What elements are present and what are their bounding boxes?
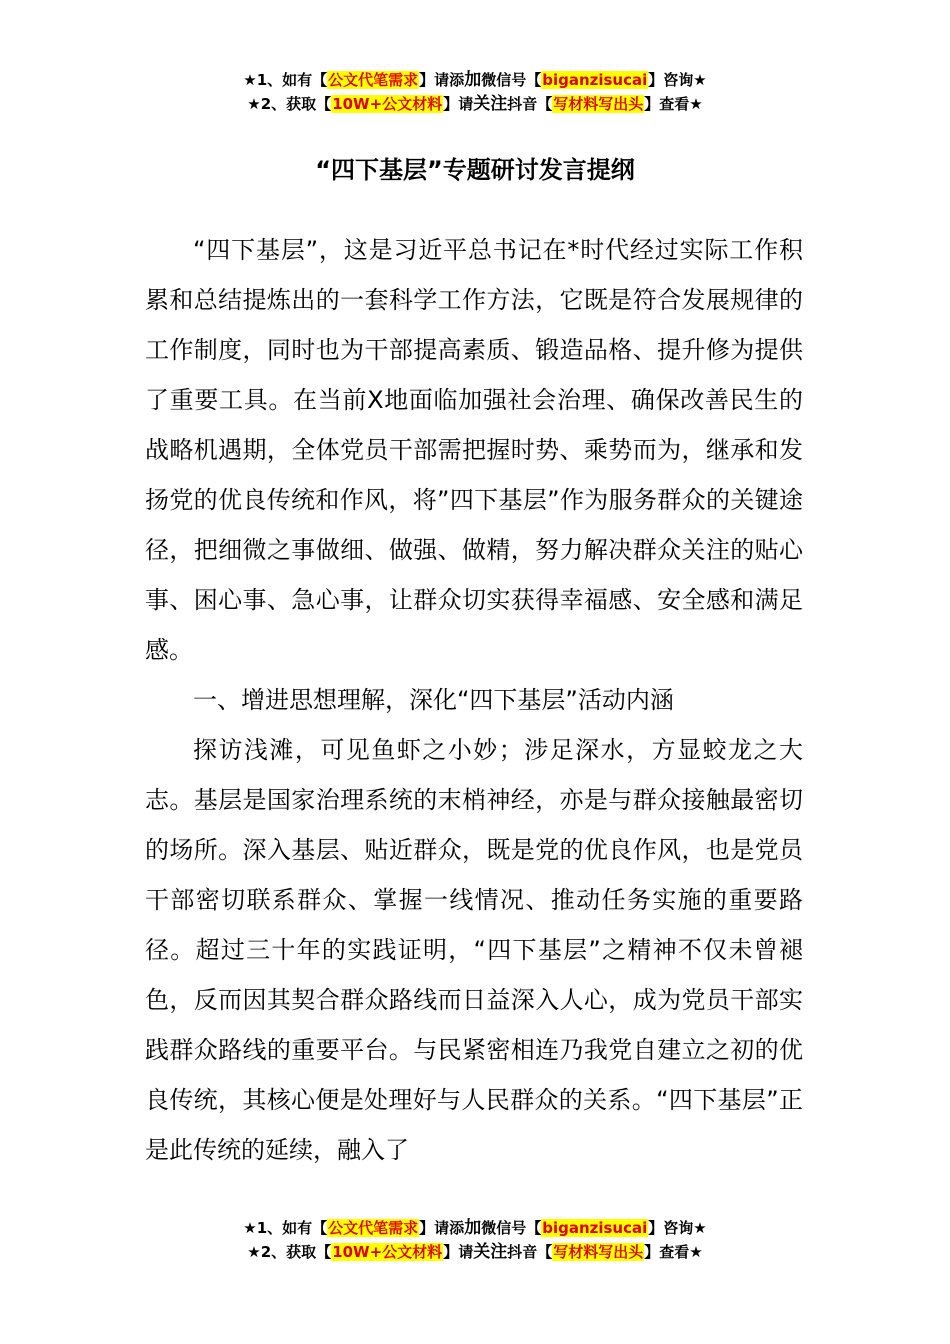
header-banner xyxy=(0,68,950,116)
banner-text: 】咨询★ xyxy=(648,1219,707,1237)
banner-text: 微信号【 xyxy=(481,1219,542,1237)
banner-highlight: 10W+公文材料 xyxy=(332,95,443,113)
section-heading: 一、增进思想理解，深化“四下基层”活动内涵 xyxy=(193,686,674,714)
banner-highlight: 10W+公文材料 xyxy=(332,1243,443,1261)
footer-banner xyxy=(0,1216,950,1264)
banner-highlight: biganzisucai xyxy=(542,71,648,89)
banner-text: 抖音【 xyxy=(507,1243,553,1261)
banner-text: 】请添 xyxy=(419,1219,465,1237)
banner-text: 】请添 xyxy=(419,71,465,89)
banner-highlight: biganzisucai xyxy=(542,1219,648,1237)
banner-text: ★2、获取【 xyxy=(247,1243,332,1261)
banner-line-2 xyxy=(0,1240,950,1264)
body-paragraph: 探访浅滩，可见鱼虾之小妙；涉足深水，方显蛟龙之大志。基层是国家治理系统的末梢神经，亦是与群众接触最密切的场所。深入基层、贴近群众，既是党的优良作风，也是党员干部密切联系群众、掌握一线情况、推动任务实施的重要路径。超过三十年的实践证明，“四下基层”之精神不仅未曾褪色，反而因其契合群众路线而日益深入人心，成为党员干部实践群众路线的重要平台。与民紧密相连乃我党自建立之初的优良传统，其核心便是处理好与人民群众的关系。“四下基层”正是此传统的延续，融入了 xyxy=(145,736,803,1164)
banner-text: ★1、如有【 xyxy=(243,1219,328,1237)
banner-text: 】咨询★ xyxy=(648,71,707,89)
document-title: “四下基层”专题研讨发言提纲 xyxy=(315,156,635,184)
banner-text: 抖音【 xyxy=(507,95,553,113)
banner-emphasis: 加 xyxy=(464,1218,482,1238)
banner-text: 】查看★ xyxy=(644,95,703,113)
banner-emphasis: 关注 xyxy=(473,94,508,114)
banner-text: ★2、获取【 xyxy=(247,95,332,113)
banner-text: ★1、如有【 xyxy=(243,71,328,89)
banner-line-1 xyxy=(0,68,950,92)
banner-text: 】请 xyxy=(443,1243,474,1261)
banner-line-1 xyxy=(0,1216,950,1240)
banner-highlight: 公文代笔需求 xyxy=(328,71,419,89)
banner-emphasis: 关注 xyxy=(473,1242,508,1262)
banner-text: 】请 xyxy=(443,95,474,113)
banner-emphasis: 加 xyxy=(464,70,482,90)
banner-highlight: 写材料写出头 xyxy=(553,95,644,113)
banner-highlight: 写材料写出头 xyxy=(553,1243,644,1261)
banner-highlight: 公文代笔需求 xyxy=(328,1219,419,1237)
banner-text: 微信号【 xyxy=(481,71,542,89)
banner-line-2 xyxy=(0,92,950,116)
body-paragraph: “四下基层”，这是习近平总书记在*时代经过实际工作积累和总结提炼出的一套科学工作方法，它既是符合发展规律的工作制度，同时也为干部提高素质、锻造品格、提升修为提供了重要工具。在当前X地面临加强社会治理、确保改善民生的战略机遇期，全体党员干部需把握时势、乘势而为，继承和发扬党的优良传统和作风，将”四下基层”作为服务群众的关键途径，把细微之事做细、做强、做精，努力解决群众关注的贴心事、困心事、急心事，让群众切实获得幸福感、安全感和满足感。 xyxy=(145,236,803,664)
document-body xyxy=(145,225,803,1175)
banner-text: 】查看★ xyxy=(644,1243,703,1261)
